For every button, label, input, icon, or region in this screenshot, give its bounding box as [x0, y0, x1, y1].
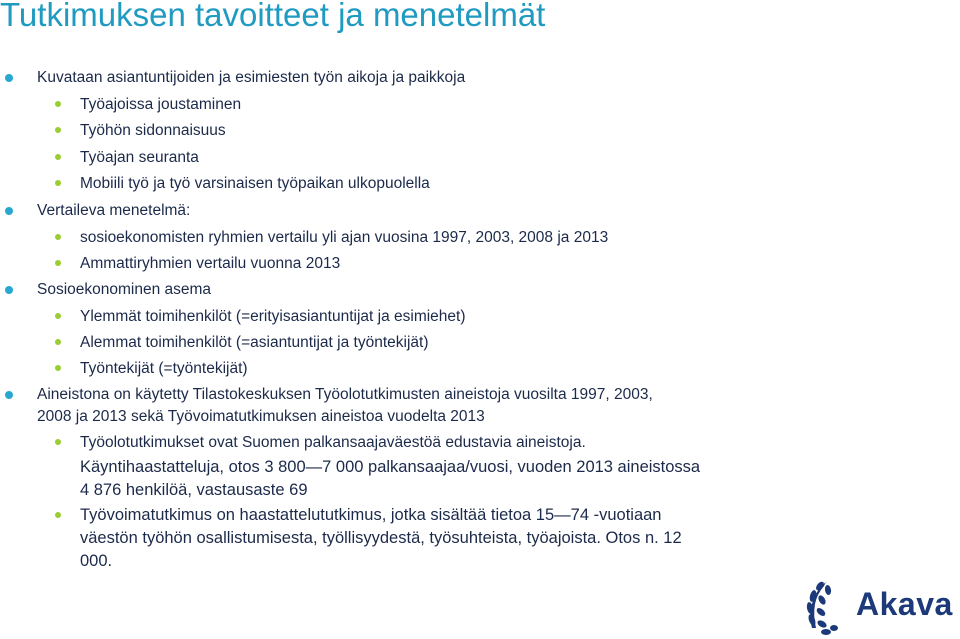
bullet-level1 — [37, 201, 190, 221]
akava-logo — [800, 568, 960, 639]
bullet-level2 — [80, 359, 248, 379]
bullet-text: Ylemmät toimihenkilöt (=erityisasiantuntijat ja esimiehet) — [80, 308, 466, 325]
bullet-dot — [55, 439, 61, 445]
bullet-continuation — [37, 407, 485, 427]
bullet-text: Työolotutkimukset ovat Suomen palkansaajaväestöä edustavia aineistoja. — [80, 434, 586, 451]
bullet-text: 4 876 henkilöä, vastausaste 69 — [80, 481, 308, 499]
bullet-continuation — [80, 479, 308, 502]
bullet-text: sosioekonomisten ryhmien vertailu yli ajan vuosina 1997, 2003, 2008 ja 2013 — [80, 229, 609, 246]
bullet-level2 — [80, 95, 241, 115]
bullet-level2 — [80, 433, 586, 453]
bullet-text: väestön työhön osallistumisesta, työllisyydestä, työsuhteista, työajoista. Otos n. 12 — [80, 529, 682, 547]
bullet-text: Alemmat toimihenkilöt (=asiantuntijat ja työntekijät) — [80, 334, 429, 351]
bullet-text: Kuvataan asiantuntijoiden ja esimiesten työn aikoja ja paikkoja — [37, 69, 466, 86]
bullet-dot — [5, 286, 13, 294]
bullet-text: Sosioekonominen asema — [37, 281, 212, 298]
bullet-level2 — [80, 254, 340, 274]
bullet-dot — [55, 234, 61, 240]
bullet-text: 000. — [80, 552, 113, 570]
bullet-level2 — [80, 228, 608, 248]
bullet-dot — [55, 101, 61, 107]
bullet-level1 — [37, 68, 465, 88]
bullet-dot — [55, 512, 61, 518]
bullet-dot — [55, 154, 61, 160]
bullet-level2 — [80, 121, 226, 141]
logo-text: Akava — [856, 586, 953, 622]
bullet-continuation — [80, 527, 682, 550]
bullet-dot — [55, 127, 61, 133]
bullet-dot — [55, 365, 61, 371]
bullet-text: Käyntihaastatteluja, otos 3 800—7 000 palkansaajaa/vuosi, vuoden 2013 aineistossa — [80, 458, 701, 476]
bullet-level2 — [80, 307, 466, 327]
laurel-wreath-icon — [802, 568, 856, 636]
bullet-level1 — [37, 385, 653, 405]
bullet-dot — [5, 74, 13, 82]
bullet-dot — [55, 260, 61, 266]
bullet-dot — [55, 339, 61, 345]
bullet-text: Aineistona on käytetty Tilastokeskuksen Työolotutkimusten aineistoja vuosilta 1997, 2003, — [37, 386, 653, 403]
bullet-continuation — [80, 550, 112, 573]
bullet-text: Työntekijät (=työntekijät) — [80, 360, 248, 377]
bullet-text: Työvoimatutkimus on haastattelututkimus, jotka sisältää tietoa 15—74 -vuotiaan — [80, 506, 662, 524]
bullet-text: 2008 ja 2013 sekä Työvoimatutkimuksen aineistoa vuodelta 2013 — [37, 408, 485, 425]
bullet-text: Ammattiryhmien vertailu vuonna 2013 — [80, 255, 341, 272]
bullet-level2 — [80, 504, 661, 527]
bullet-level2 — [80, 148, 199, 168]
slide-title: Tutkimuksen tavoitteet ja menetelmät — [0, 0, 546, 33]
bullet-dot — [55, 313, 61, 319]
bullet-level2 — [80, 333, 428, 353]
bullet-text: Mobiili työ ja työ varsinaisen työpaikan ulkopuolella — [80, 175, 430, 192]
bullet-level2 — [80, 174, 430, 194]
bullet-dot — [5, 391, 13, 399]
bullet-text: Vertaileva menetelmä: — [37, 202, 191, 219]
bullet-text: Työhön sidonnaisuus — [80, 122, 226, 139]
bullet-continuation — [80, 456, 700, 479]
bullet-dot — [55, 180, 61, 186]
bullet-level1 — [37, 280, 211, 300]
bullet-text: Työajan seuranta — [80, 149, 199, 166]
bullet-dot — [5, 207, 13, 215]
bullet-text: Työajoissa joustaminen — [80, 96, 242, 113]
